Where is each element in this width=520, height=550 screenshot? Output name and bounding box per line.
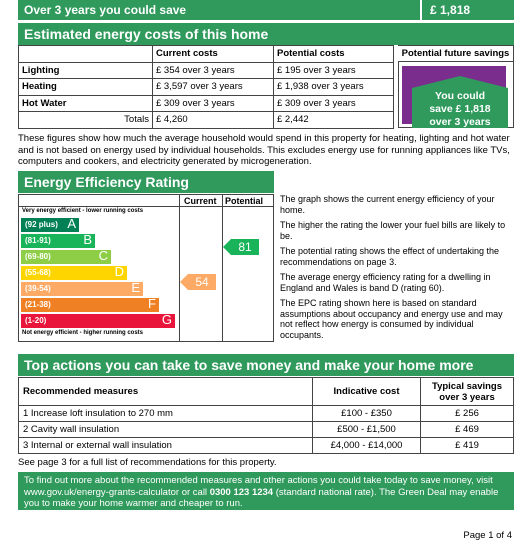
savings-value: £ 1,818 — [430, 3, 471, 17]
rating-band-g: (1-20) G — [21, 314, 175, 328]
current-rating-value: 54 — [195, 275, 209, 289]
efficiency-explanation: The graph shows the current energy efficiency of your home. The higher the rating the lower your fuel bills are likely to be. The potential rating shows the effect of undertaking the recommendations on page 3. The average energy efficiency rating for a dwelling in England and Wales is band D (rating 60). The EPC rating shown here is based on standard assumptions about occupancy and energy use and may not reflect how energy is consumed by individual occupants. — [280, 194, 506, 340]
rating-band-a: (92 plus) A — [21, 218, 79, 232]
more-info-box: To find out more about the recommended measures and other actions you could take today to save money, visit www.gov.uk/energy-grants-calculator or call 0300 123 1234 (standard national rate). The Green Deal may enable you to make your home warmer and cheaper to run. — [18, 472, 514, 510]
col-future-savings: Potential future savings — [398, 45, 514, 62]
page-number: Page 1 of 4 — [463, 530, 512, 541]
energy-costs-title: Estimated energy costs of this home — [18, 23, 514, 45]
rating-band-b: (81-91) B — [21, 234, 95, 248]
chart-top-label: Very energy efficient - lower running costs — [22, 208, 144, 214]
efficiency-title: Energy Efficiency Rating — [18, 171, 274, 193]
potential-rating-value: 81 — [238, 240, 252, 254]
col-indicative-cost: Indicative cost — [313, 378, 421, 406]
rating-band-d: (55-68) D — [21, 266, 127, 280]
rating-band-e: (39-54) E — [21, 282, 143, 296]
totals-row: Totals £ 4,260 £ 2,442 — [19, 112, 394, 129]
col-current-costs: Current costs — [153, 46, 274, 63]
house-roof-graphic — [402, 66, 506, 128]
energy-costs-table — [18, 45, 394, 129]
table-row: Hot Water £ 309 over 3 years £ 309 over 3 years — [19, 95, 394, 112]
savings-banner — [18, 0, 514, 20]
future-savings-graphic — [398, 62, 514, 128]
current-rating-arrow — [188, 274, 216, 290]
see-page-note: See page 3 for a full list of recommendations for this property. — [18, 457, 277, 468]
table-row: 2 Cavity wall insulation £500 - £1,500 £ 469 — [19, 422, 514, 438]
saving-callout: You could save £ 1,818 over 3 years — [412, 88, 508, 128]
col-potential-costs: Potential costs — [274, 46, 394, 63]
chart-bottom-label: Not energy efficient - higher running costs — [22, 330, 144, 336]
phone-number[interactable]: 0300 123 1234 — [209, 486, 274, 498]
potential-rating-arrow — [231, 239, 259, 255]
rating-band-f: (21-38) F — [21, 298, 159, 312]
savings-label: Over 3 years you could save — [24, 3, 187, 17]
table-row: Heating £ 3,597 over 3 years £ 1,938 over 3 years — [19, 79, 394, 96]
chart-col-potential: Potential — [225, 196, 264, 206]
actions-table — [18, 377, 514, 454]
col-typical-savings: Typical savings over 3 years — [421, 378, 514, 406]
rating-band-c: (69-80) C — [21, 250, 111, 264]
actions-title: Top actions you can take to save money and make your home more efficient — [18, 354, 514, 376]
table-row: Lighting £ 354 over 3 years £ 195 over 3 years — [19, 62, 394, 79]
col-recommended-measures: Recommended measures — [19, 378, 313, 406]
table-row: 1 Increase loft insulation to 270 mm £100 - £350 £ 256 — [19, 406, 514, 422]
chart-col-current: Current — [184, 196, 217, 206]
costs-note: These figures show how much the average household would spend in this property for heating, lighting and hot water and is not based on energy used by individual households. This excludes energy use for running appliances like TVs, computers and cookers, and electricity generated by microgeneration. — [18, 133, 510, 167]
table-row: 3 Internal or external wall insulation £4,000 - £14,000 £ 419 — [19, 438, 514, 454]
